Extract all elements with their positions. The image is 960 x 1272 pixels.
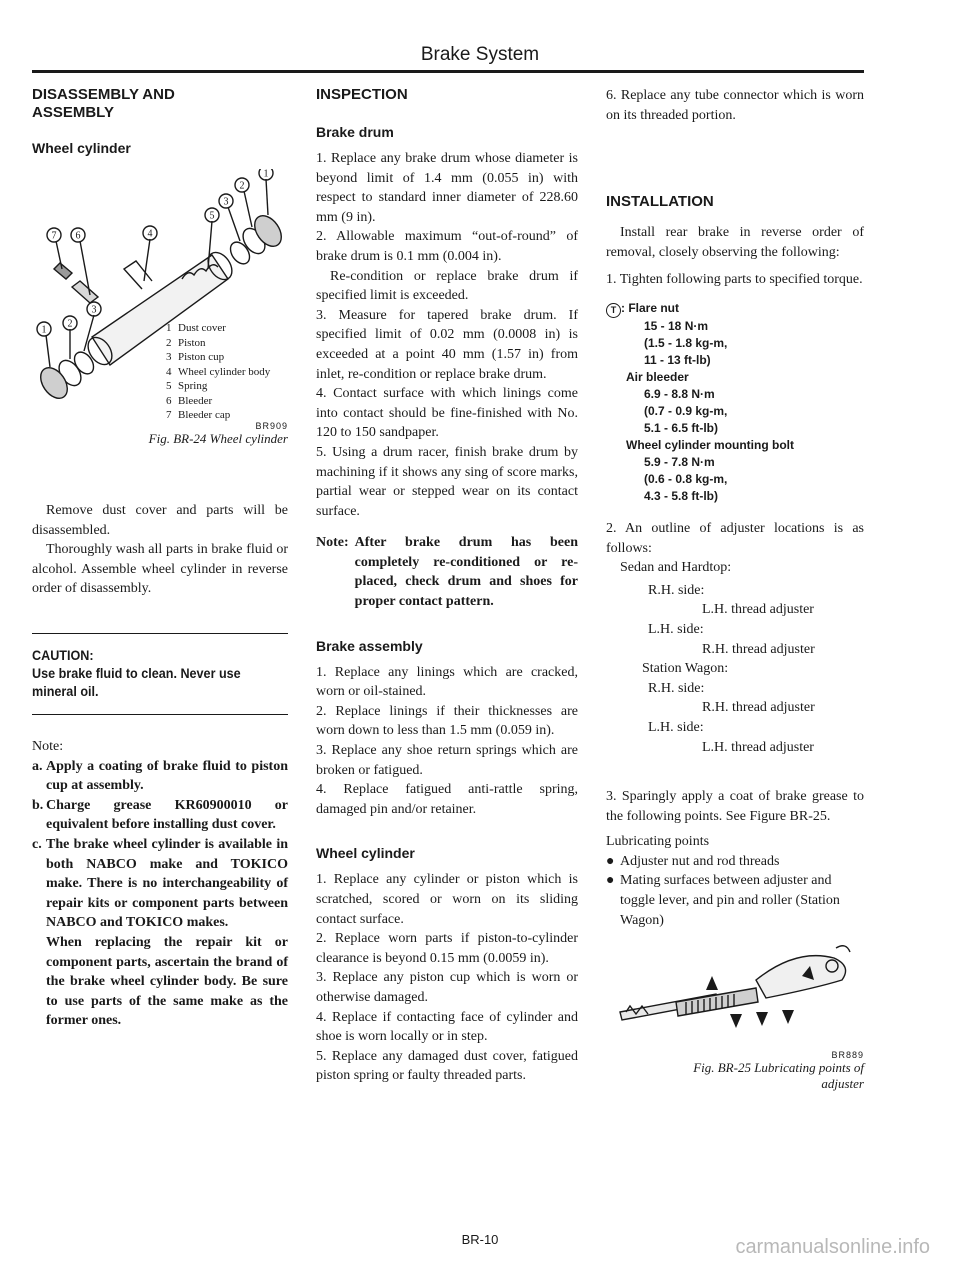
wc-item: 3. Replace any piston cup which is worn or otherwise damaged. [316,970,578,1005]
callout-text-2r: 2 [239,180,245,192]
torque-value: 5.9 - 7.8 N·m [644,454,715,469]
bullet-icon: ● [606,873,615,889]
callout-text-5: 5 [209,210,215,222]
figure-caption-br25-line2: adjuster [821,1076,864,1092]
callout-text-1r: 1 [263,169,269,180]
adjuster-lh-2: L.H. side: [648,719,704,735]
leader-2r [244,191,252,227]
subtitle-wheel-cylinder: Wheel cylinder [32,140,131,156]
column-3 [606,86,864,1092]
inspection-item-6: 6. Replace any tube connector which is worn on its threaded portion. [606,88,864,123]
note-title: Note: [32,738,64,754]
bleeder-part [72,281,98,303]
legend-num: 4 [166,365,172,378]
torque-value: 6.9 - 8.8 N·m [644,386,715,401]
adjuster-rh-2: R.H. side: [648,680,705,696]
legend-item [166,394,270,409]
wc-item: 1. Replace any cylinder or piston which is scratched, scored or worn on its sliding contact surface. [316,872,578,927]
adjuster-lh-1-value: R.H. thread adjuster [702,641,815,657]
lubricating-item-text: Adjuster nut and rod threads [620,853,780,869]
callout-text-4: 4 [147,228,153,240]
legend-label: Bleeder cap [178,409,231,421]
leader-3l [84,315,94,351]
bleeder-boss [124,261,152,289]
adjuster-wagon: Station Wagon: [642,661,729,677]
piston-cup-left [71,349,98,378]
grease-arrow-icon [782,1010,794,1024]
note-label: b. [32,797,44,813]
legend-item [166,379,270,394]
legend-num: 1 [166,322,172,334]
subtitle-brake-assembly: Brake assembly [316,637,423,654]
column-2 [316,86,578,1086]
adjuster-lh-1: L.H. side: [648,621,704,637]
legend-item [166,365,270,380]
paragraph-remove-dust-cover: Remove dust cover and parts will be disassembled. [32,503,288,538]
caution-box [32,633,288,715]
legend-label: Piston [178,336,206,349]
wc-item: 4. Replace if contacting face of cylinder and shoe is worn locally or in step. [316,1009,578,1045]
wc-item: 2. Replace worn parts if piston-to-cylinder clearance is beyond 0.15 mm (0.0059 in). [316,931,578,966]
drum-item: 3. Measure for tapered brake drum. If specified limit of 0.02 mm (0.0008 in) is exceeded at a point 40 mm (1.57 in) from inlet, re-condition or replace brake drum. [316,307,578,382]
section-title-line-2: ASSEMBLY [32,104,114,121]
lubricating-item-text: Mating surfaces between adjuster and toggle lever, and pin and roller (Station Wagon) [620,873,840,928]
figure-adjuster [606,940,864,1050]
legend-item [166,408,270,423]
installation-step-1: 1. Tighten following parts to specified torque. [606,272,863,288]
legend-num: 5 [166,380,172,392]
lubricating-item [606,852,864,872]
leader-1r [266,179,268,215]
legend-label: Spring [178,380,208,392]
adjuster-lh-2-value: L.H. thread adjuster [702,739,814,755]
figure-caption-br25-line1: Fig. BR-25 Lubricating points of [693,1060,864,1076]
legend-item [166,321,270,336]
installation-step-3: 3. Sparingly apply a coat of brake grease to the following points. See Figure BR-25. [606,789,864,824]
callout-text-6: 6 [75,230,81,242]
figure-code-br889: BR889 [831,1050,864,1061]
caution-title: CAUTION: [32,646,94,663]
torque-value: (1.5 - 1.8 kg-m, [644,335,728,350]
torque-value: 4.3 - 5.8 ft-lb) [644,488,719,503]
watermark-text: carmanualsonline.info [735,1236,930,1258]
assembly-item: 1. Replace any linings which are cracked, worn or oil-stained. [316,664,578,700]
legend-item [166,336,270,351]
section-title-line-1: DISASSEMBLY AND [32,86,175,103]
grease-arrow-icon [756,1012,768,1026]
page-header-title: Brake System [420,44,540,65]
leader-3r [228,207,240,241]
adjuster-sedan: Sedan and Hardtop: [620,560,732,576]
assembly-item: 4. Replace fatigued anti-rattle spring, damaged pin and/or retainer. [316,782,578,817]
adjuster-list [606,558,864,757]
flare-nut-label: : Flare nut [621,300,680,315]
section-title-disassembly [32,86,288,122]
bleeder-cap-part [54,263,72,279]
note-list [32,757,288,1031]
note-text: The brake wheel cylinder is available in both NABCO make and TOKICO make. There is no interchangeability of repair kits or component parts between NABCO and TOKICO makes. [46,836,288,931]
air-bleeder-label: Air bleeder [626,369,689,384]
callout-text-7: 7 [51,230,57,242]
torque-value: (0.6 - 0.8 kg-m, [644,471,728,486]
drum-item: 4. Contact surface with which linings come into contact should be fine-finished with No. 120 to 150 sandpaper. [316,386,578,441]
torque-value: 11 - 13 ft-lb) [644,352,711,367]
adjuster-diagram [606,940,864,1050]
assembly-item: 2. Replace linings if their thicknesses are worn down to less than 1.5 mm (0.059 in). [316,703,578,739]
legend-num: 6 [166,394,172,407]
note-item [32,796,288,835]
assembly-item: 3. Replace any shoe return springs which are broken or fatigued. [316,743,578,778]
figure-code-br909: BR909 [255,421,288,431]
note-text-extra: When replacing the repair kit or component parts, ascertain the brand of the brake wheel cylinder body. Be sure to use parts of the same make as the former ones. [46,934,288,1029]
caution-text: Use brake fluid to clean. Never use mineral oil. [32,664,241,699]
figure-wheel-cylinder [32,169,288,421]
callout-text-3l: 3 [91,304,97,316]
adjuster-rh-1: R.H. side: [648,582,705,598]
adjuster-rh-1-value: L.H. thread adjuster [702,602,814,618]
subtitle-wheel-cylinder-inspect: Wheel cylinder [316,845,415,862]
drum-item: Re-condition or replace brake drum if specified limit is exceeded. [316,268,578,304]
callout-text-3r: 3 [223,196,229,208]
drum-note-text: After brake drum has been completely re-conditioned or re-placed, check drum and shoes for proper contact pattern. [354,535,578,610]
bullet-icon: ● [606,853,615,869]
callout-text-2l: 2 [67,318,73,330]
column-1 [32,86,288,1031]
legend-label: Wheel cylinder body [178,365,271,378]
installation-step-2: 2. An outline of adjuster locations is as follows: [606,520,864,556]
legend-label: Dust cover [178,322,226,334]
figure-caption-br24: Fig. BR-24 Wheel cylinder [148,431,288,446]
torque-symbol-icon: T [606,303,621,318]
adjuster-rh-2-value: R.H. thread adjuster [702,700,815,716]
drum-note-label: Note: [316,535,349,551]
note-text: Charge grease KR60900010 or equivalent before installing dust cover. [46,797,288,833]
note-text: Apply a coating of brake fluid to piston cup at assembly. [46,758,288,794]
torque-value: 15 - 18 N·m [644,318,709,333]
legend-num: 7 [166,409,172,421]
header-rule [32,70,864,73]
section-title-inspection: INSPECTION [316,86,408,103]
note-label: a. [32,758,43,774]
wheel-cylinder-bolt-label: Wheel cylinder mounting bolt [626,437,794,452]
torque-value: 5.1 - 6.5 ft-lb) [644,420,719,435]
legend-label: Piston cup [178,351,225,363]
torque-spec-list [606,300,864,505]
torque-value: (0.7 - 0.9 kg-m, [644,403,728,418]
adjuster-nut [676,988,758,1016]
legend-label: Bleeder [178,394,213,407]
note-item [32,757,288,796]
drum-note [316,533,578,611]
note-item [32,835,288,933]
installation-intro: Install rear brake in reverse order of removal, closely observing the following: [606,225,864,260]
roller-hook [836,946,850,952]
grease-arrow-icon [730,1014,742,1028]
toggle-lever [756,956,846,998]
callout-text-1l: 1 [41,324,47,336]
torque-flare-nut-label [606,300,864,318]
lubricating-item [606,871,864,930]
note-label: c. [32,836,42,852]
paragraph-wash-parts: Thoroughly wash all parts in brake fluid or alcohol. Assemble wheel cylinder in reverse order of disassembly. [32,542,288,597]
lubricating-title: Lubricating points [606,834,710,850]
drum-item: 1. Replace any brake drum whose diameter is beyond limit of 1.4 mm (0.055 in) with respect to standard inner diameter of 228.60 mm (9 in). [316,151,578,225]
drum-item: 2. Allowable maximum “out-of-round” of brake drum is 0.1 mm (0.004 in). [316,229,578,264]
section-title-installation: INSTALLATION [606,193,714,211]
grease-arrow-icon [706,976,718,990]
note-label-spacer [32,933,46,1031]
legend-item [166,350,270,365]
wc-item: 5. Replace any damaged dust cover, fatigued piston spring or faulty threaded parts. [316,1048,578,1084]
dust-cover-right [249,211,287,251]
drum-item: 5. Using a drum racer, finish brake drum by machining if it shows any sing of score marks, partial wear or stepped wear on its contact surface. [316,444,578,519]
legend-num: 3 [166,351,172,363]
legend-num: 2 [166,336,172,349]
figure-legend [166,321,270,423]
subtitle-brake-drum: Brake drum [316,124,394,140]
page-number: BR-10 [461,1232,499,1247]
leader-1l [46,335,50,367]
note-item-extra [32,933,288,1031]
